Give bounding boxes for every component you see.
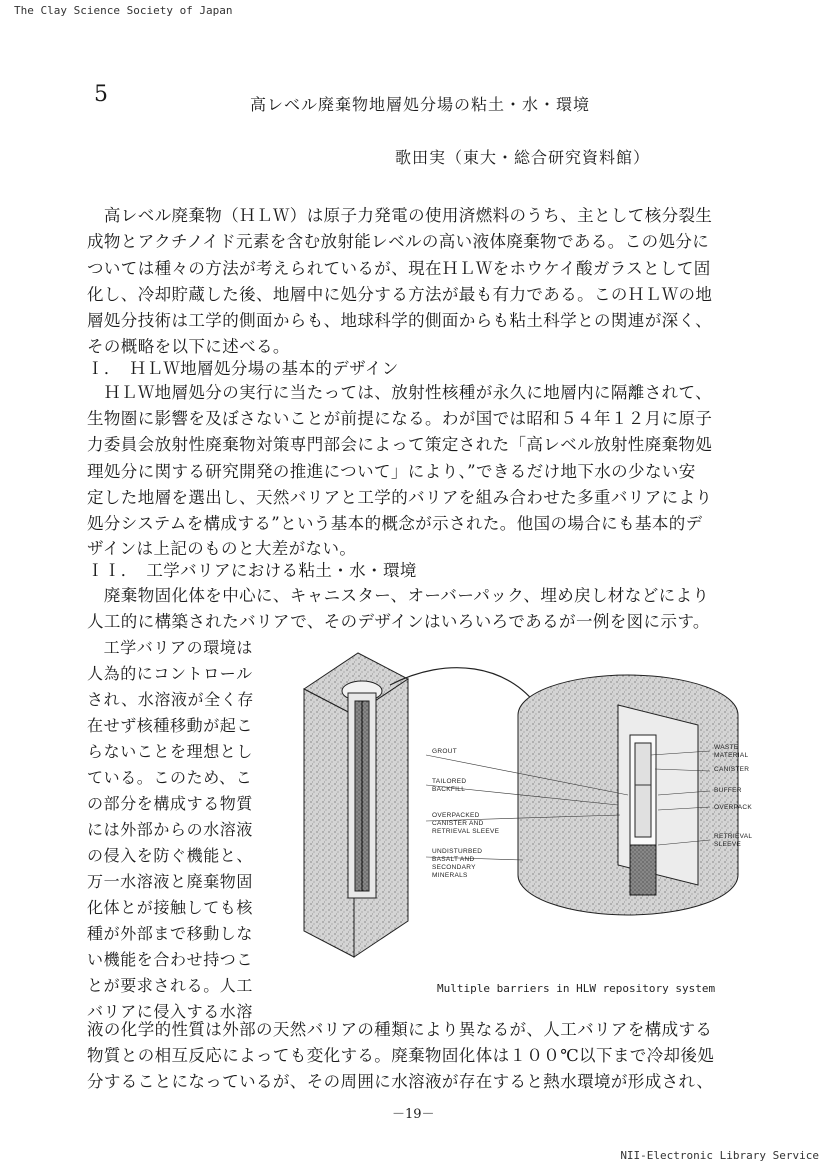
text-line: 液の化学的性質は外部の天然バリアの種類により異なるが、人工バリアを構成する [87,1020,713,1039]
author-affiliation: 歌田実（東大・総合研究資料館） [395,148,651,167]
fig-label: RETRIEVAL [714,833,753,840]
text-line: い機能を合わせ持つこ [87,950,254,969]
text-line: 生物圏に影響を及ぼさないことが前提になる。わが国では昭和５４年１２月に原子 [87,409,713,428]
section-heading-1: Ｉ． ＨＬＷ地層処分場の基本的デザイン [87,359,399,378]
fig-label: BASALT AND [432,856,475,863]
left-cutaway-block [304,653,408,957]
text-line: 力委員会放射性廃棄物対策専門部会によって策定された「高レベル放射性廃棄物処 [87,435,713,454]
text-line: 高レベル廃棄物（ＨＬＷ）は原子力発電の使用済燃料のうち、主として核分裂生 [87,206,713,225]
text-line: ている。このため、こ [87,768,253,787]
fig-label: CANISTER [714,766,750,773]
text-line: 理処分に関する研究開発の推進について」により、”できるだけ地下水の少ない安 [87,462,696,481]
text-line: には外部からの水溶液 [87,820,254,839]
text-line: 人工的に構築されたバリアで、そのデザインはいろいろであるが一例を図に示す。 [87,612,710,631]
section-number: 5 [94,82,108,107]
fig-label: WASTE [714,744,739,751]
fig-label: MINERALS [432,872,468,879]
fig-label: UNDISTURBED [432,848,483,855]
text-line: 成物とアクチノイド元素を含む放射能レベルの高い液体廃棄物である。この処分に [87,232,710,251]
figure-caption: Multiple barriers in HLW repository system [437,982,716,995]
fig-label: OVERPACKED [432,812,480,819]
fig-label: BACKFILL [432,786,466,793]
fig-label: CANISTER AND [432,820,484,827]
page-number: －19－ [392,1107,435,1122]
text-line: 処分システムを構成する”という基本的概念が示された。他国の場合にも基本的デ [87,514,703,533]
library-footer: NII-Electronic Library Service [620,1149,819,1162]
text-line: 定した地層を選出し、天然バリアと工学的バリアを組み合わせた多重バリアにより [87,488,713,507]
text-line: 物質との相互反応によっても変化する。廃棄物固化体は１００℃以下まで冷却後処 [87,1046,715,1065]
text-line: ザインは上記のものと大差がない。 [87,539,357,558]
text-line: 在せず核種移動が起こ [87,716,254,735]
text-line: ＨＬＷ地層処分の実行に当たっては、放射性核種が永久に地層内に隔離されて、 [87,383,712,402]
text-line: 化し、冷却貯蔵した後、地層中に処分する方法が最も有力である。このＨＬＷの地 [87,285,713,304]
article-title: 高レベル廃棄物地層処分場の粘土・水・環境 [250,95,591,114]
society-header: The Clay Science Society of Japan [14,4,233,17]
text-line: され、水溶液が全く存 [87,690,254,709]
fig-label: OVERPACK [714,804,753,811]
text-line: 工学バリアの環境は [87,638,254,657]
arrow-icon [390,668,538,707]
text-line: その概略を以下に述べる。 [87,337,290,356]
fig-label: TAILORED [432,778,467,785]
barrier-diagram [298,645,768,965]
text-line: ついては種々の方法が考えられているが、現在ＨＬＷをホウケイ酸ガラスとして固 [87,259,711,278]
text-line: とが要求される。人工 [87,976,254,995]
fig-label: RETRIEVAL SLEEVE [432,828,500,835]
text-line: 種が外部まで移動しな [87,924,254,943]
text-line: 分することになっているが、その周囲に水溶液が存在すると熱水環境が形成され、 [87,1072,714,1091]
fig-label: SECONDARY [432,864,476,871]
text-line: 化体とが接触しても核 [87,898,254,917]
text-line: 万一水溶液と廃棄物固 [87,872,254,891]
text-line: 人為的にコントロール [87,664,253,683]
text-line: 層処分技術は工学的側面からも、地球科学的側面からも粘土科学との関連が深く、 [87,311,712,330]
text-line: 廃棄物固化体を中心に、キャニスター、オーバーパック、埋め戻し材などにより [87,586,710,605]
text-line: バリアに侵入する水溶 [87,1002,254,1021]
section-heading-2: ＩＩ． 工学バリアにおける粘土・水・環境 [87,561,417,580]
text-line: らないことを理想とし [87,742,254,761]
text-line: の侵入を防ぐ機能と、 [87,846,254,865]
fig-label: SLEEVE [714,841,742,848]
fig-label: BUFFER [714,787,742,794]
text-line: の部分を構成する物質 [87,794,254,813]
fig-label: MATERIAL [714,752,749,759]
fig-label: GROUT [432,748,457,755]
